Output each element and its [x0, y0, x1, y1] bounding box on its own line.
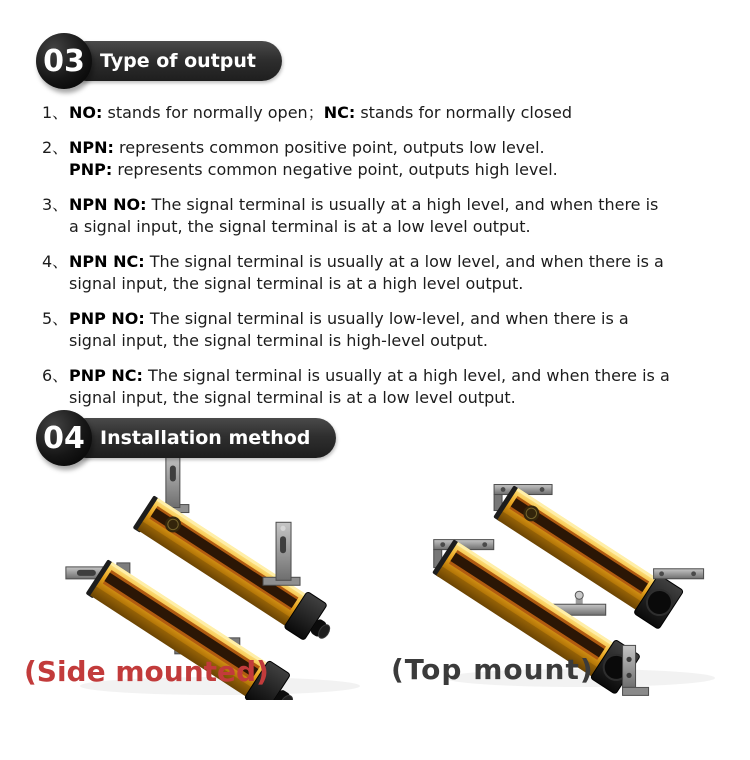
item-number: 5、	[42, 309, 69, 328]
section-title: Type of output	[100, 50, 256, 72]
section-number: 04	[43, 420, 85, 456]
list-item	[42, 251, 722, 295]
item-body: NO: stands for normally open；NC: stands for normally closed	[69, 103, 572, 122]
item-number: 3、	[42, 195, 69, 214]
item-number: 2、	[42, 138, 69, 157]
item-number: 6、	[42, 366, 69, 385]
caption-side-mounted: (Side mounted)	[24, 655, 269, 688]
caption-top-mount: (Top mount)	[391, 653, 594, 686]
section-title-pill	[66, 418, 336, 458]
list-item	[42, 137, 722, 181]
list-item	[42, 194, 722, 238]
item-body: NPN NC: The signal terminal is usually at a low level, and when there is a signal input, the signal terminal is at a high level output.	[69, 252, 664, 293]
item-body: NPN NO: The signal terminal is usually at a high level, and when there is a signal input, the signal terminal is at a low level output.	[69, 195, 659, 236]
item-body: PNP NO: The signal terminal is usually low-level, and when there is a signal input, the signal terminal is high-level output.	[69, 309, 629, 350]
list-item	[42, 102, 722, 124]
section-title-pill	[66, 41, 282, 81]
section-number: 03	[43, 43, 85, 79]
list-item	[42, 308, 722, 352]
list-item	[42, 365, 722, 409]
top-plate-bracket	[654, 569, 704, 579]
section-number-circle	[36, 410, 92, 466]
output-type-list	[42, 102, 722, 422]
section-number-circle	[36, 33, 92, 89]
item-number: 1、	[42, 103, 69, 122]
item-number: 4、	[42, 252, 69, 271]
item-body: NPN: represents common positive point, outputs low level. PNP: represents common negative point, outputs high level.	[69, 138, 558, 179]
item-body: PNP NC: The signal terminal is usually at a high level, and when there is a signal input, the signal terminal is at a low level output.	[69, 366, 670, 407]
section-title: Installation method	[100, 427, 311, 449]
